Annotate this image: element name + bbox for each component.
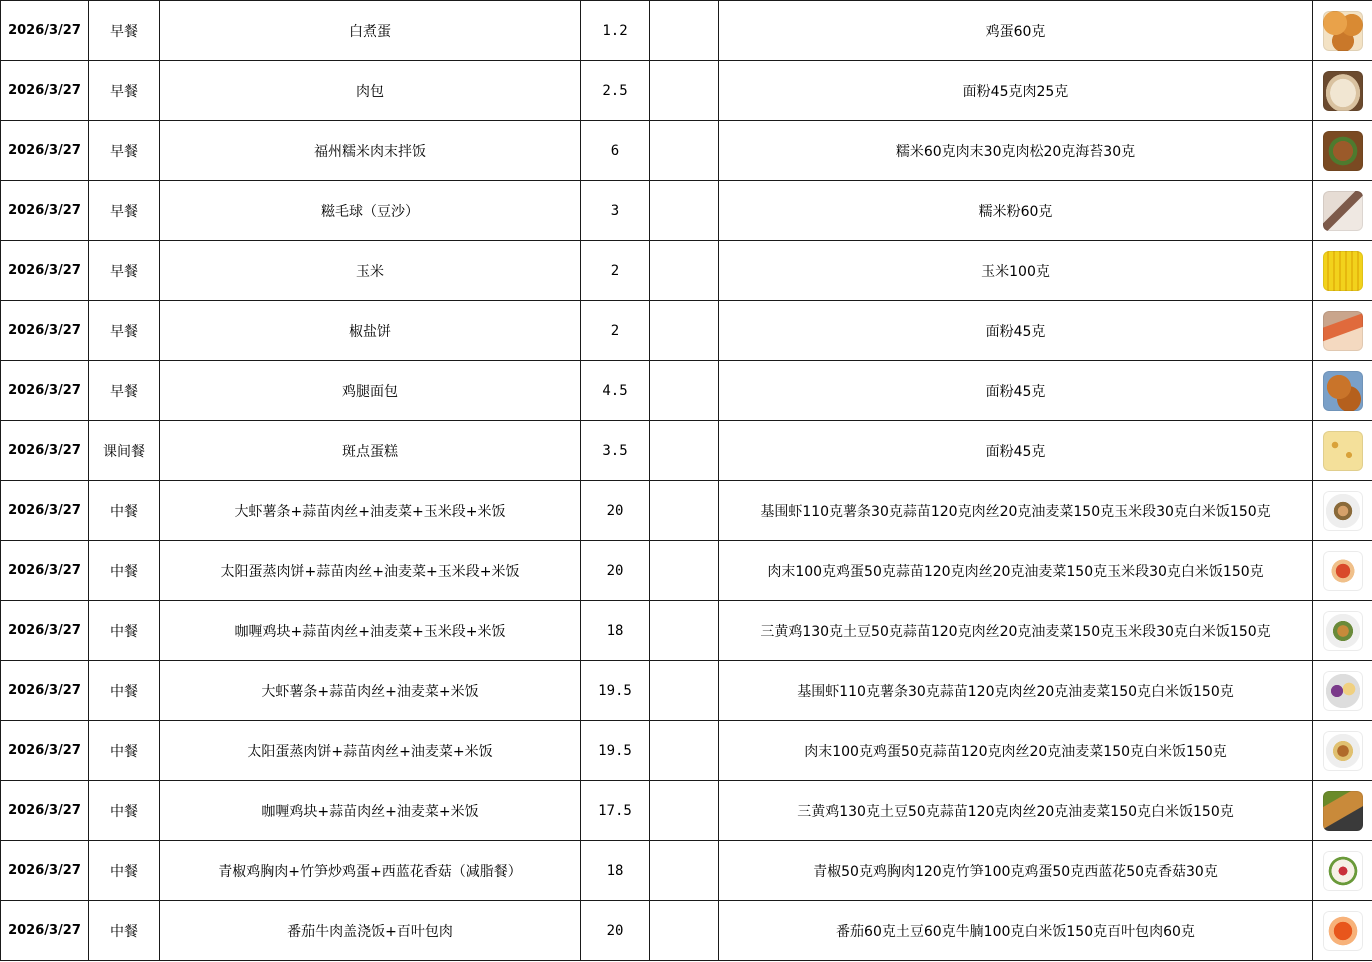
table-row[interactable]	[1, 121, 1372, 181]
food-photo-cell[interactable]	[1313, 1, 1372, 61]
ingredients-cell: 鸡蛋60克	[719, 1, 1313, 61]
date-cell: 2026/3/27	[1, 541, 89, 601]
dish-name-cell: 太阳蛋蒸肉饼+蒜苗肉丝+油麦菜+米饭	[160, 721, 581, 781]
date-cell: 2026/3/27	[1, 361, 89, 421]
price-cell: 3	[581, 181, 650, 241]
price-cell: 2.5	[581, 61, 650, 121]
meal-type-cell: 课间餐	[89, 421, 160, 481]
meal-plate-photo-icon[interactable]	[1323, 851, 1363, 891]
price-cell: 2	[581, 301, 650, 361]
dish-name-cell: 咖喱鸡块+蒜苗肉丝+油麦菜+玉米段+米饭	[160, 601, 581, 661]
menu-table-body	[1, 1, 1372, 961]
table-row[interactable]	[1, 421, 1372, 481]
table-row[interactable]	[1, 841, 1372, 901]
empty-cell	[650, 721, 719, 781]
date-cell: 2026/3/27	[1, 901, 89, 961]
meal-plate-photo-icon[interactable]	[1323, 911, 1363, 951]
table-row[interactable]	[1, 361, 1372, 421]
date-cell: 2026/3/27	[1, 241, 89, 301]
table-row[interactable]	[1, 541, 1372, 601]
ingredients-cell: 面粉45克	[719, 301, 1313, 361]
meal-plate-photo-icon[interactable]	[1323, 671, 1363, 711]
price-cell: 4.5	[581, 361, 650, 421]
date-cell: 2026/3/27	[1, 601, 89, 661]
table-row[interactable]	[1, 61, 1372, 121]
meal-type-cell: 中餐	[89, 901, 160, 961]
food-photo-cell[interactable]	[1313, 361, 1372, 421]
empty-cell	[650, 901, 719, 961]
empty-cell	[650, 661, 719, 721]
dish-name-cell: 大虾薯条+蒜苗肉丝+油麦菜+米饭	[160, 661, 581, 721]
price-cell: 17.5	[581, 781, 650, 841]
price-cell: 20	[581, 901, 650, 961]
meal-type-cell: 早餐	[89, 1, 160, 61]
price-cell: 3.5	[581, 421, 650, 481]
meal-plate-photo-icon[interactable]	[1323, 611, 1363, 651]
dish-name-cell: 番茄牛肉盖浇饭+百叶包肉	[160, 901, 581, 961]
meal-type-cell: 中餐	[89, 541, 160, 601]
date-cell: 2026/3/27	[1, 781, 89, 841]
table-row[interactable]	[1, 901, 1372, 961]
food-photo-cell[interactable]	[1313, 601, 1372, 661]
meat-bun-photo-icon[interactable]	[1323, 71, 1363, 111]
date-cell: 2026/3/27	[1, 121, 89, 181]
empty-cell	[650, 601, 719, 661]
dish-name-cell: 鸡腿面包	[160, 361, 581, 421]
empty-cell	[650, 421, 719, 481]
dish-name-cell: 大虾薯条+蒜苗肉丝+油麦菜+玉米段+米饭	[160, 481, 581, 541]
ingredients-cell: 肉末100克鸡蛋50克蒜苗120克肉丝20克油麦菜150克玉米段30克白米饭150克	[719, 541, 1313, 601]
meal-type-cell: 早餐	[89, 361, 160, 421]
food-photo-cell[interactable]	[1313, 661, 1372, 721]
meal-type-cell: 中餐	[89, 781, 160, 841]
date-cell: 2026/3/27	[1, 481, 89, 541]
dish-name-cell: 青椒鸡胸肉+竹笋炒鸡蛋+西蓝花香菇（减脂餐）	[160, 841, 581, 901]
empty-cell	[650, 301, 719, 361]
ingredients-cell: 三黄鸡130克土豆50克蒜苗120克肉丝20克油麦菜150克玉米段30克白米饭150克	[719, 601, 1313, 661]
date-cell: 2026/3/27	[1, 1, 89, 61]
chicken-bread-photo-icon[interactable]	[1323, 371, 1363, 411]
food-photo-cell[interactable]	[1313, 181, 1372, 241]
table-row[interactable]	[1, 301, 1372, 361]
ingredients-cell: 面粉45克	[719, 421, 1313, 481]
table-row[interactable]	[1, 241, 1372, 301]
dish-name-cell: 白煮蛋	[160, 1, 581, 61]
date-cell: 2026/3/27	[1, 181, 89, 241]
table-row[interactable]	[1, 721, 1372, 781]
ingredients-cell: 糯米60克肉末30克肉松20克海苔30克	[719, 121, 1313, 181]
ingredients-cell: 面粉45克肉25克	[719, 61, 1313, 121]
date-cell: 2026/3/27	[1, 721, 89, 781]
rice-ball-photo-icon[interactable]	[1323, 191, 1363, 231]
meal-type-cell: 中餐	[89, 841, 160, 901]
food-photo-cell[interactable]	[1313, 541, 1372, 601]
meal-type-cell: 早餐	[89, 121, 160, 181]
ingredients-cell: 玉米100克	[719, 241, 1313, 301]
meal-plate-photo-icon[interactable]	[1323, 791, 1363, 831]
meal-type-cell: 早餐	[89, 181, 160, 241]
food-photo-cell[interactable]	[1313, 241, 1372, 301]
dish-name-cell: 椒盐饼	[160, 301, 581, 361]
ingredients-cell: 面粉45克	[719, 361, 1313, 421]
price-cell: 20	[581, 541, 650, 601]
dish-name-cell: 肉包	[160, 61, 581, 121]
ingredients-cell: 基围虾110克薯条30克蒜苗120克肉丝20克油麦菜150克玉米段30克白米饭150克	[719, 481, 1313, 541]
price-cell: 19.5	[581, 661, 650, 721]
food-photo-cell[interactable]	[1313, 901, 1372, 961]
ingredients-cell: 青椒50克鸡胸肉120克竹笋100克鸡蛋50克西蓝花50克香菇30克	[719, 841, 1313, 901]
dish-name-cell: 咖喱鸡块+蒜苗肉丝+油麦菜+米饭	[160, 781, 581, 841]
empty-cell	[650, 781, 719, 841]
food-photo-cell[interactable]	[1313, 781, 1372, 841]
price-cell: 18	[581, 841, 650, 901]
meal-type-cell: 早餐	[89, 301, 160, 361]
empty-cell	[650, 1, 719, 61]
ingredients-cell: 肉末100克鸡蛋50克蒜苗120克肉丝20克油麦菜150克白米饭150克	[719, 721, 1313, 781]
food-photo-cell[interactable]	[1313, 301, 1372, 361]
boiled-egg-photo-icon[interactable]	[1323, 11, 1363, 51]
meal-type-cell: 中餐	[89, 481, 160, 541]
meal-type-cell: 中餐	[89, 661, 160, 721]
price-cell: 1.2	[581, 1, 650, 61]
table-row[interactable]	[1, 661, 1372, 721]
meal-type-cell: 早餐	[89, 61, 160, 121]
table-row[interactable]	[1, 601, 1372, 661]
food-photo-cell[interactable]	[1313, 421, 1372, 481]
meal-type-cell: 中餐	[89, 721, 160, 781]
date-cell: 2026/3/27	[1, 61, 89, 121]
price-cell: 20	[581, 481, 650, 541]
food-photo-cell[interactable]	[1313, 841, 1372, 901]
date-cell: 2026/3/27	[1, 841, 89, 901]
price-cell: 18	[581, 601, 650, 661]
empty-cell	[650, 61, 719, 121]
empty-cell	[650, 361, 719, 421]
meal-plate-photo-icon[interactable]	[1323, 731, 1363, 771]
dish-name-cell: 玉米	[160, 241, 581, 301]
corn-photo-icon[interactable]	[1323, 251, 1363, 291]
empty-cell	[650, 241, 719, 301]
table-row[interactable]	[1, 481, 1372, 541]
empty-cell	[650, 181, 719, 241]
dish-name-cell: 福州糯米肉末拌饭	[160, 121, 581, 181]
food-photo-cell[interactable]	[1313, 481, 1372, 541]
meal-type-cell: 中餐	[89, 601, 160, 661]
empty-cell	[650, 541, 719, 601]
food-photo-cell[interactable]	[1313, 121, 1372, 181]
dish-name-cell: 糍毛球（豆沙）	[160, 181, 581, 241]
empty-cell	[650, 481, 719, 541]
dish-name-cell: 太阳蛋蒸肉饼+蒜苗肉丝+油麦菜+玉米段+米饭	[160, 541, 581, 601]
price-cell: 19.5	[581, 721, 650, 781]
dish-name-cell: 斑点蛋糕	[160, 421, 581, 481]
food-photo-cell[interactable]	[1313, 721, 1372, 781]
table-row[interactable]	[1, 781, 1372, 841]
price-cell: 2	[581, 241, 650, 301]
meal-type-cell: 早餐	[89, 241, 160, 301]
meal-plate-photo-icon[interactable]	[1323, 551, 1363, 591]
price-cell: 6	[581, 121, 650, 181]
pepper-salt-cake-photo-icon[interactable]	[1323, 311, 1363, 351]
ingredients-cell: 基围虾110克薯条30克蒜苗120克肉丝20克油麦菜150克白米饭150克	[719, 661, 1313, 721]
spotted-cake-photo-icon[interactable]	[1323, 431, 1363, 471]
date-cell: 2026/3/27	[1, 421, 89, 481]
table-row[interactable]	[1, 1, 1372, 61]
food-photo-cell[interactable]	[1313, 61, 1372, 121]
meal-plate-photo-icon[interactable]	[1323, 491, 1363, 531]
empty-cell	[650, 121, 719, 181]
rice-photo-icon[interactable]	[1323, 131, 1363, 171]
date-cell: 2026/3/27	[1, 661, 89, 721]
ingredients-cell: 糯米粉60克	[719, 181, 1313, 241]
empty-cell	[650, 841, 719, 901]
ingredients-cell: 番茄60克土豆60克牛腩100克白米饭150克百叶包肉60克	[719, 901, 1313, 961]
ingredients-cell: 三黄鸡130克土豆50克蒜苗120克肉丝20克油麦菜150克白米饭150克	[719, 781, 1313, 841]
date-cell: 2026/3/27	[1, 301, 89, 361]
table-row[interactable]	[1, 181, 1372, 241]
